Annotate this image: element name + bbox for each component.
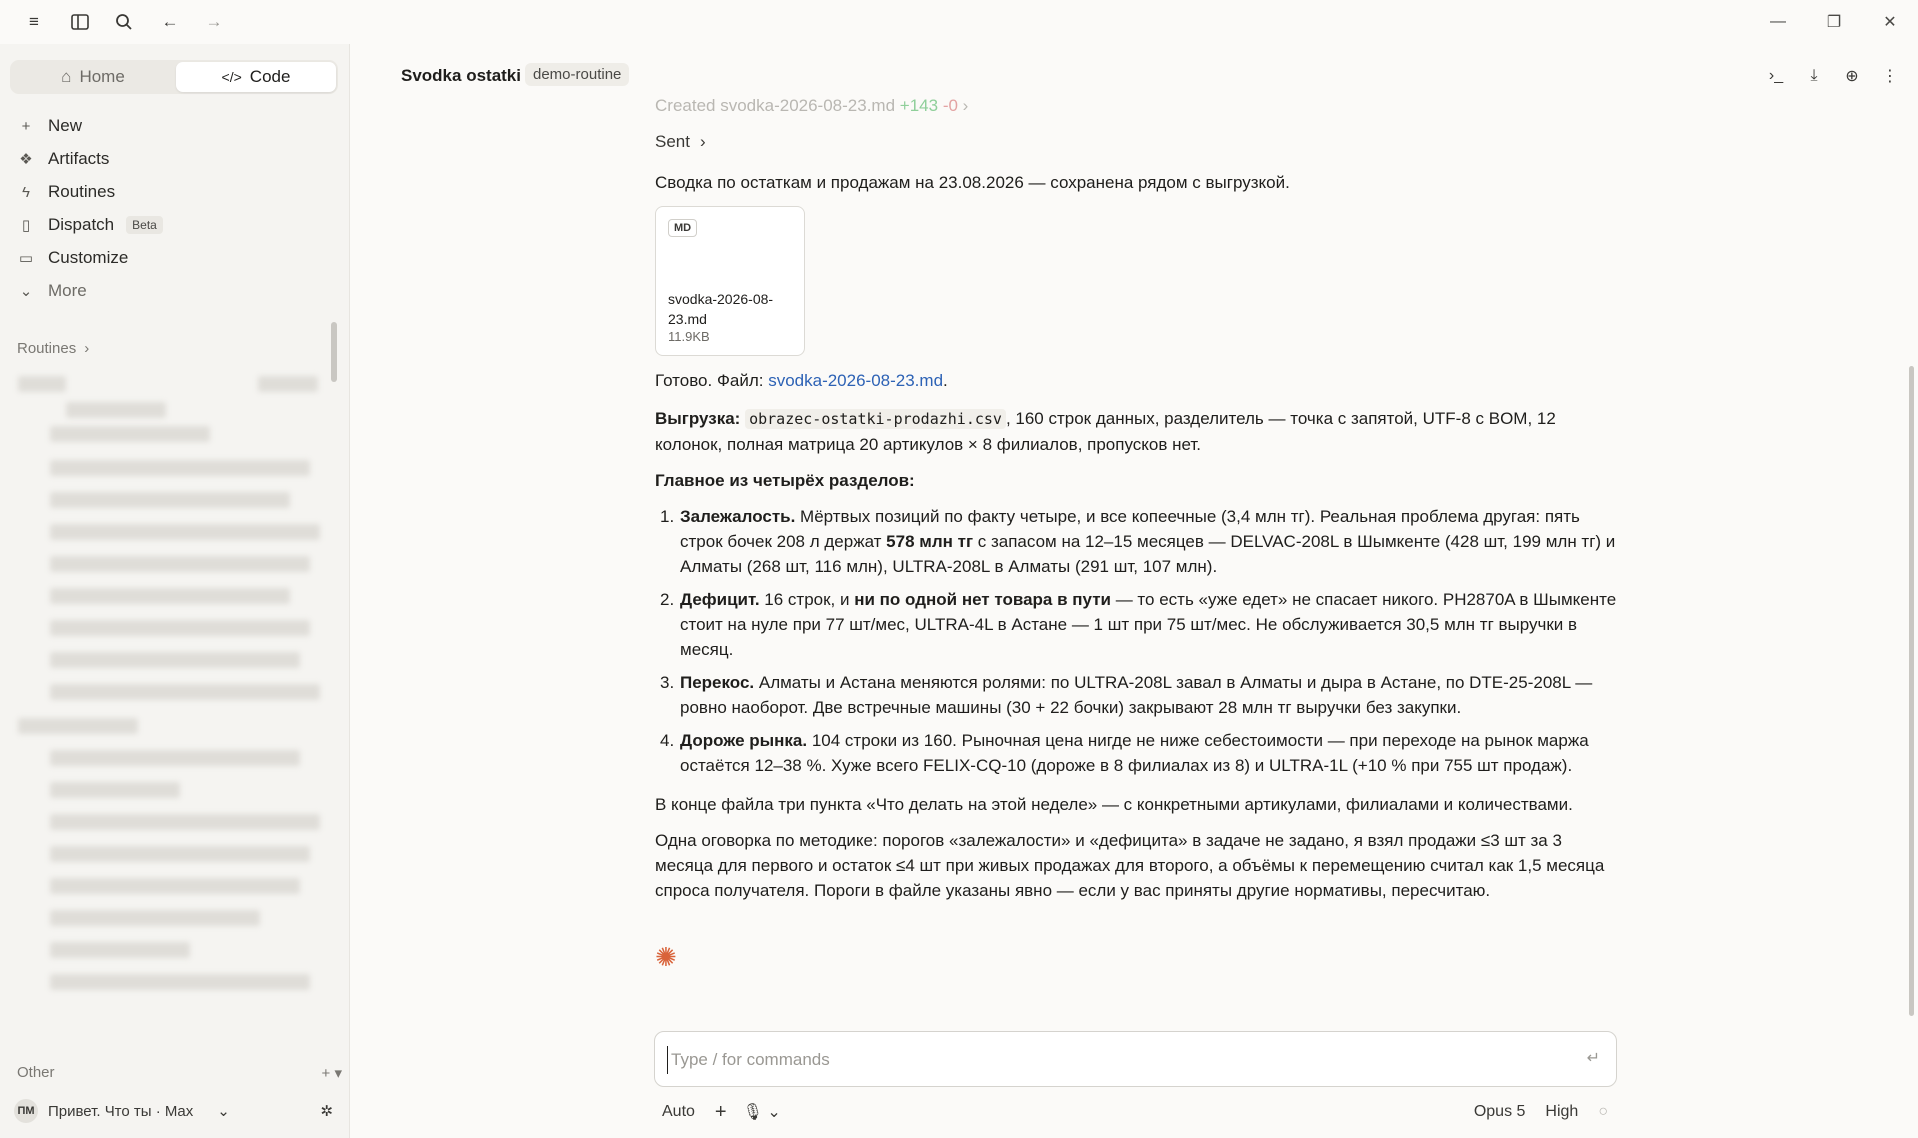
dispatch-icon: ▯	[21, 217, 31, 234]
sent-toggle[interactable]: Sent ›	[655, 132, 706, 151]
export-filename: obrazec-ostatki-prodazhi.csv	[745, 409, 1006, 429]
home-icon: ⌂	[61, 67, 72, 86]
sidebar-scrollbar[interactable]	[331, 322, 337, 382]
file-size: 11.9KB	[668, 329, 710, 344]
back-arrow-icon[interactable]: ←	[161, 12, 179, 31]
ready-line: Готово. Файл: svodka-2026-08-23.md.	[655, 371, 948, 390]
globe-icon[interactable]: ⊕	[1845, 68, 1859, 85]
sidebar-toggle-icon[interactable]	[68, 10, 92, 34]
export-paragraph: Выгрузка: obrazec-ostatki-prodazhi.csv , 160 строк данных, разделитель — точка с запятой, UTF-8 с BOM, 12 колонок, полная матрица 20 артикулов × 8 филиалов, пропусков нет.	[655, 409, 1556, 454]
sidebar-item-more[interactable]: ⌄ More	[16, 277, 87, 305]
other-section-header: Other + ▾	[17, 1064, 342, 1082]
artifacts-icon: ❖	[19, 151, 33, 168]
sidebar-item-customize[interactable]: ▭ Customize	[16, 244, 128, 272]
attach-plus-icon[interactable]: +	[714, 1100, 727, 1123]
sidebar-item-artifacts[interactable]: ❖ Artifacts	[16, 145, 109, 173]
restore-icon[interactable]: ❐	[1826, 14, 1842, 31]
menu-icon[interactable]: ≡	[29, 12, 39, 31]
search-icon[interactable]	[112, 10, 136, 34]
composer-toolbar	[662, 1098, 1612, 1126]
avatar: ПМ	[14, 1099, 38, 1123]
file-link[interactable]: svodka-2026-08-23.md	[768, 371, 944, 390]
summary-text: Сводка по остаткам и продажам на 23.08.2026 — сохранена рядом с выгрузкой.	[655, 173, 1290, 192]
title-bar	[0, 0, 1918, 44]
export-icon[interactable]: ⤓	[1810, 67, 1818, 84]
file-name: svodka-2026-08-23.md	[668, 291, 774, 327]
sidebar-item-new[interactable]: + New	[16, 112, 82, 140]
findings-list	[655, 504, 1617, 786]
mode-switch	[10, 60, 338, 94]
beta-badge: Beta	[126, 216, 163, 234]
list-item: 3. Перекос. Алматы и Астана меняются ролями: по ULTRA-208L завал в Алматы и дыра в Астане, по DTE-25-208L — ровно наоборот. Две встречные машины (30 + 22 бочки) закрывают 28 млн тг выручки без закупки.	[660, 673, 1593, 717]
end-note: В конце файла три пункта «Что делать на этой неделе» — с конкретными артикулами, филиалами и количествами.	[655, 795, 1573, 814]
context-usage-icon[interactable]: ○	[1598, 1103, 1608, 1120]
file-attachment-card[interactable]	[655, 206, 805, 356]
send-icon[interactable]: ↵	[1586, 1050, 1600, 1067]
chevron-right-icon: ›	[962, 96, 969, 115]
model-selector[interactable]: Opus 5	[1473, 1103, 1526, 1120]
sidebar	[0, 44, 350, 1138]
chevron-right-icon: ›	[84, 340, 90, 357]
methodology-caveat: Одна оговорка по методике: порогов «залежалости» и «дефицита» в задаче не задано, я взял продажи ≤3 шт за 3 месяца для первого и остаток ≤4 шт при живых продажах для второго, а объёмы к перемещению считал как 1,5 месяца спроса получателя. Пороги в файле указаны явно — если у вас приняты другие нормативы, пересчитаю.	[655, 831, 1605, 900]
conversation-header	[351, 44, 1918, 108]
routines-section-header[interactable]: Routines ›	[17, 340, 90, 357]
close-icon[interactable]: ✕	[1883, 14, 1897, 31]
page-title: Svodka ostatki	[401, 66, 521, 85]
list-item: 1. Залежалость. Мёртвых позиций по факту четыре, и все копеечные (3,4 млн тг). Реальная проблема другая: пять строк бочек 208 л держат 578 млн тг с запасом на 12–15 месяцев — DELVAC-208L в Шымкенте (428 шт, 199 млн тг) и Алматы (268 шт, 116 млн), ULTRA-208L в Алматы (291 шт, 107 млн).	[660, 507, 1616, 576]
chevron-down-icon: ⌄	[19, 283, 33, 300]
user-label: Привет. Что ты · Max	[48, 1102, 194, 1120]
forward-arrow-icon[interactable]: →	[205, 12, 223, 31]
plus-icon: +	[21, 117, 31, 135]
chevron-right-icon: ›	[699, 132, 706, 151]
sidebar-item-routines[interactable]: ϟ Routines	[16, 178, 115, 206]
composer	[654, 1031, 1617, 1087]
thinking-spark-icon: ✺	[655, 942, 677, 972]
settings-icon[interactable]: ✲	[320, 1103, 333, 1120]
effort-selector[interactable]: High	[1545, 1103, 1579, 1120]
sidebar-item-dispatch[interactable]: ▯ Dispatch Beta	[16, 211, 163, 239]
tab-home[interactable]: ⌂ Home	[61, 67, 125, 86]
file-type-badge: MD	[668, 219, 697, 237]
briefcase-icon: ▭	[18, 250, 34, 267]
created-file-line[interactable]: Created svodka-2026-08-23.md +143 -0 ›	[655, 96, 969, 115]
microphone-icon[interactable]: 🎙︎ ⌄	[742, 1104, 781, 1121]
tab-code[interactable]: </> Code	[176, 62, 336, 92]
terminal-icon[interactable]: ›_	[1768, 67, 1784, 84]
add-other-icon[interactable]: + ▾	[321, 1065, 342, 1082]
more-options-icon[interactable]: ⋮	[1882, 68, 1898, 85]
message-input[interactable]	[667, 1046, 1547, 1074]
content-scrollbar[interactable]	[1909, 366, 1914, 1016]
user-account-row[interactable]	[14, 1094, 339, 1128]
main-heading: Главное из четырёх разделов:	[655, 471, 915, 490]
chevron-down-icon: ⌄	[217, 1103, 230, 1120]
mode-selector[interactable]: Auto	[662, 1103, 695, 1120]
bolt-icon: ϟ	[22, 183, 30, 201]
routine-list-blurred	[10, 374, 330, 1094]
minimize-icon[interactable]: —	[1770, 13, 1786, 30]
code-icon: </>	[221, 69, 242, 85]
list-item: 4. Дороже рынка. 104 строки из 160. Рыночная цена нигде не ниже себестоимости — при переходе на рынок маржа остаётся 12–38 %. Хуже всего FELIX-CQ-10 (дороже в 8 филиалах из 8) и ULTRA-1L (+10 % при 755 шт продаж).	[660, 731, 1589, 775]
list-item: 2. Дефицит. 16 строк, и ни по одной нет товара в пути — то есть «уже едет» не спасает никого. PH2870A в Шымкенте стоит на нуле при 77 шт/мес, ULTRA-4L в Астане — 1 шт при 75 шт/мес. Не обслуживается 30,5 млн тг выручки в месяц.	[660, 590, 1617, 659]
routine-tag[interactable]: demo-routine	[525, 63, 629, 86]
